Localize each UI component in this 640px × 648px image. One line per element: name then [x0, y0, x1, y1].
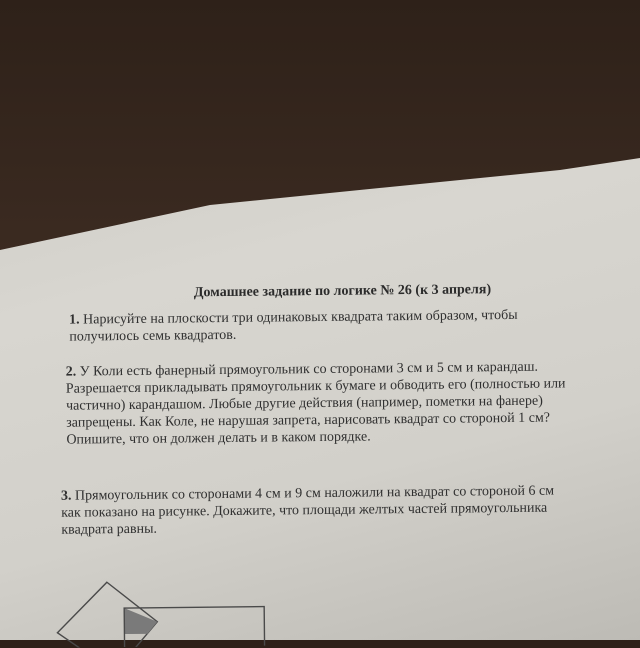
task-2-line: 2. У Коли есть фанерный прямоугольник со сторонами 3 см и 5 см и карандаш.	[65, 359, 539, 380]
task-3-line: квадрата равны.	[61, 521, 158, 538]
task-2-line: Разрешается прикладывать прямоугольник к бумаге и обводить его (полностью или	[65, 376, 566, 397]
overlap-region	[124, 608, 157, 634]
task-1	[69, 306, 640, 346]
document-title: Домашнее задание по логике № 26 (к 3 апреля)	[193, 282, 492, 301]
task-2-line: запрещены. Как Коле, не нарушая запрета, нарисовать квадрат со стороной 1 см?	[66, 410, 551, 431]
task-3-figure	[52, 575, 283, 647]
task-3-line: 3. Прямоугольник со сторонами 4 см и 9 см наложили на квадрат со стороной 6 см	[60, 483, 555, 504]
task-2-number: 2.	[65, 364, 77, 380]
task-1-line: получилось семь квадратов.	[69, 327, 237, 345]
task-2	[66, 357, 640, 448]
task-3	[61, 481, 640, 538]
task-1-number: 1.	[69, 312, 80, 328]
task-2-line: частично) карандашом. Любые другие действия (например, пометки на фанере)	[65, 393, 543, 414]
task-2-line: Опишите, что он должен делать и в каком порядке.	[66, 429, 371, 448]
task-3-line: как показано на рисунке. Докажите, что площади желтых частей прямоугольника	[61, 500, 548, 521]
square-shape	[57, 582, 158, 648]
task-3-number: 3.	[60, 488, 72, 504]
task-1-line: 1. Нарисуйте на плоскости три одинаковых квадрата таким образом, чтобы	[69, 307, 518, 328]
